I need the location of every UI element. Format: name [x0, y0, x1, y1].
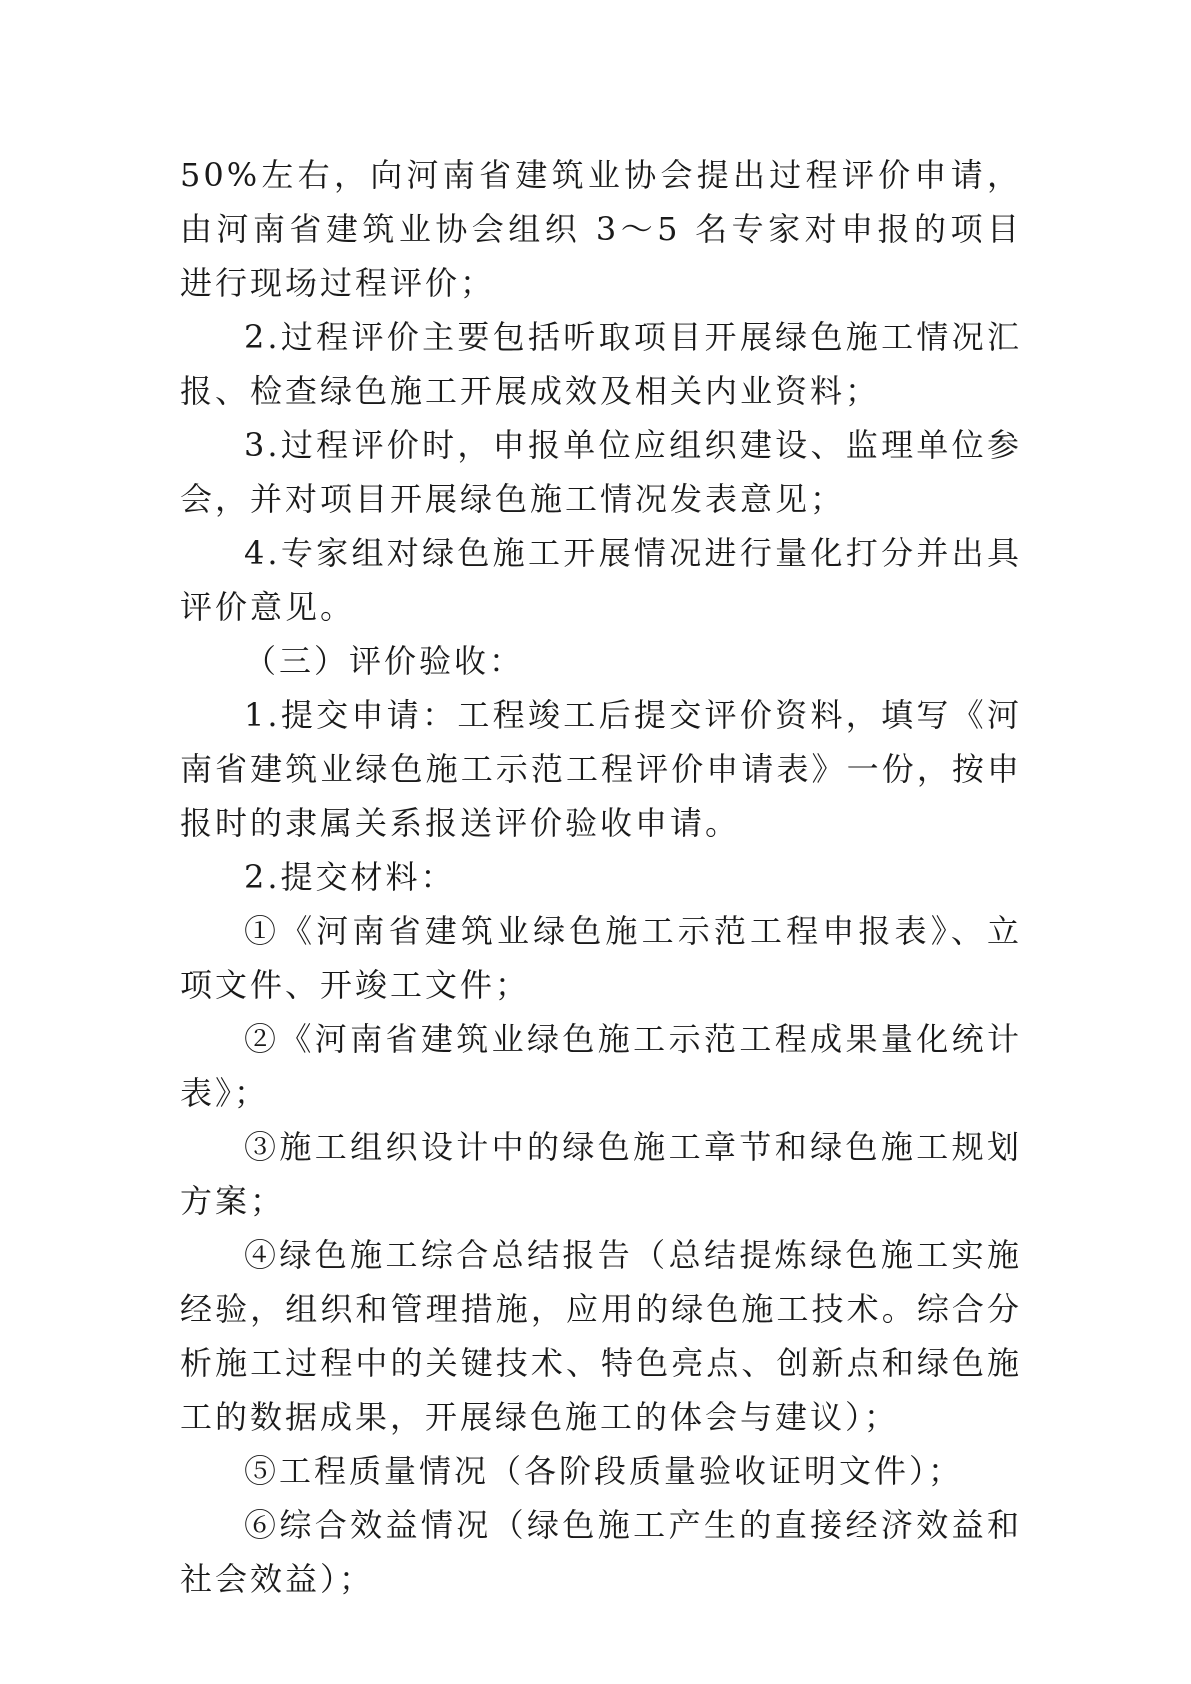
material-item-6: ⑥综合效益情况（绿色施工产生的直接经济效益和社会效益）；	[180, 1506, 1022, 1598]
paragraph-item-3: 3.过程评价时，申报单位应组织建设、监理单位参会，并对项目开展绿色施工情况发表意见；	[180, 426, 1022, 518]
material-item-5: ⑤工程质量情况（各阶段质量验收证明文件）；	[244, 1452, 964, 1490]
paragraph-item-2: 2.过程评价主要包括听取项目开展绿色施工情况汇报、检查绿色施工开展成效及相关内业资料；	[180, 318, 1022, 410]
document-body	[180, 148, 1022, 1606]
section-heading: （三）评价验收：	[244, 642, 525, 680]
material-item-3: ③施工组织设计中的绿色施工章节和绿色施工规划方案；	[180, 1128, 1022, 1220]
material-item-4: ④绿色施工综合总结报告（总结提炼绿色施工实施经验，组织和管理措施，应用的绿色施工技术。综合分析施工过程中的关键技术、特色亮点、创新点和绿色施工的数据成果，开展绿色施工的体会与建议）；	[180, 1236, 1022, 1436]
paragraph-submit-application: 1.提交申请：工程竣工后提交评价资料，填写《河南省建筑业绿色施工示范工程评价申请表》一份，按申报时的隶属关系报送评价验收申请。	[180, 696, 1022, 842]
material-item-2: ②《河南省建筑业绿色施工示范工程成果量化统计表》；	[180, 1020, 1022, 1112]
paragraph-item-4: 4.专家组对绿色施工开展情况进行量化打分并出具评价意见。	[180, 534, 1022, 626]
material-item-1: ①《河南省建筑业绿色施工示范工程申报表》、立项文件、开竣工文件；	[180, 912, 1022, 1004]
paragraph-continuation: 50%左右，向河南省建筑业协会提出过程评价申请，由河南省建筑业协会组织 3～5 名专家对申报的项目进行现场过程评价；	[180, 156, 1022, 302]
paragraph-submit-materials: 2.提交材料：	[244, 858, 456, 896]
